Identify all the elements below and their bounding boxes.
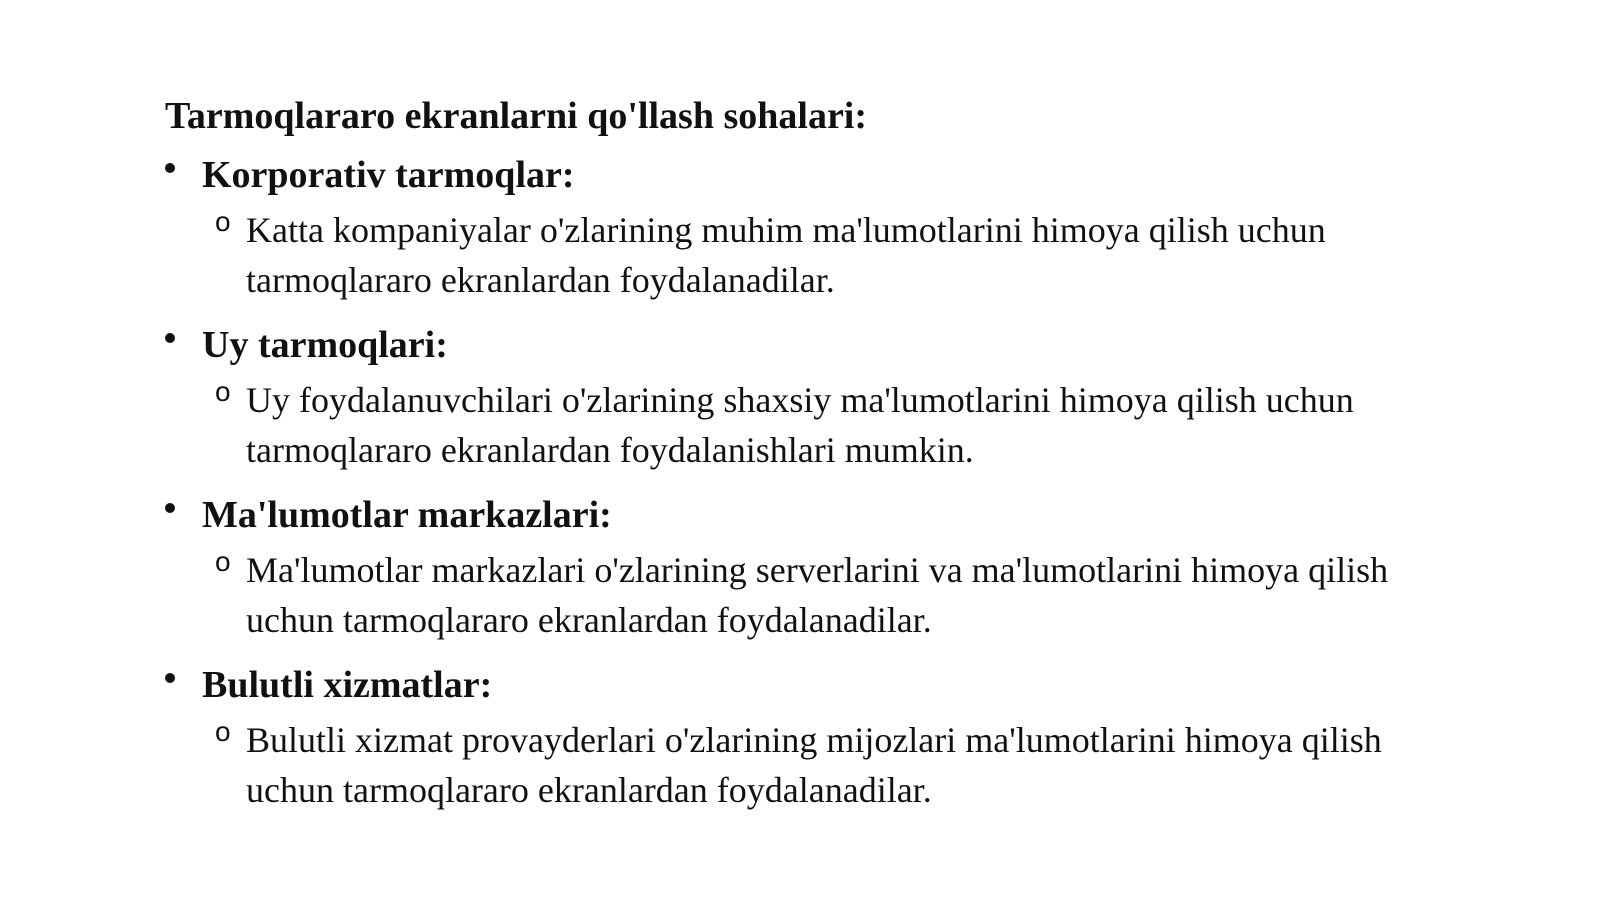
sub-item-text: Katta kompaniyalar o'zlarining muhim ma'lumotlarini himoya qilish uchun tarmoqlararo ekranlardan foydalanadilar. — [246, 210, 1326, 300]
sub-item — [165, 545, 1455, 645]
sub-item-text: Uy foydalanuvchilari o'zlarining shaxsiy ma'lumotlarini himoya qilish uchun tarmoqlararo ekranlardan foydalanishlari mumkin. — [246, 380, 1354, 470]
bullet-dot-icon — [165, 503, 175, 513]
sub-item — [165, 715, 1455, 815]
circle-bullet-icon: o — [215, 376, 231, 407]
list-item — [165, 663, 1455, 815]
bullet-dot-icon — [165, 673, 175, 683]
section-title: Ma'lumotlar markazlari: — [202, 494, 612, 536]
section-title-row — [165, 493, 1455, 537]
section-title: Bulutli xizmatlar: — [202, 664, 493, 706]
sub-item — [165, 205, 1455, 305]
list-item — [165, 493, 1455, 645]
section-title-row — [165, 663, 1455, 707]
slide-heading: Tarmoqlararo ekranlarni qo'llash sohalari: — [165, 95, 868, 137]
section-title: Uy tarmoqlari: — [202, 324, 448, 366]
list-item — [165, 323, 1455, 475]
list-item — [165, 153, 1455, 305]
section-title-row — [165, 323, 1455, 367]
section-title-row — [165, 153, 1455, 197]
sub-item-text: Bulutli xizmat provayderlari o'zlarining mijozlari ma'lumotlarini himoya qilish uchun tarmoqlararo ekranlardan foydalanadilar. — [246, 720, 1382, 810]
circle-bullet-icon: o — [215, 206, 231, 237]
bullet-list — [165, 153, 1455, 833]
bullet-dot-icon — [165, 163, 175, 173]
section-title: Korporativ tarmoqlar: — [202, 154, 575, 196]
circle-bullet-icon: o — [215, 716, 231, 747]
sub-item — [165, 375, 1455, 475]
circle-bullet-icon: o — [215, 546, 231, 577]
bullet-dot-icon — [165, 333, 175, 343]
sub-item-text: Ma'lumotlar markazlari o'zlarining serverlarini va ma'lumotlarini himoya qilish uchun tarmoqlararo ekranlardan foydalanadilar. — [246, 550, 1389, 640]
